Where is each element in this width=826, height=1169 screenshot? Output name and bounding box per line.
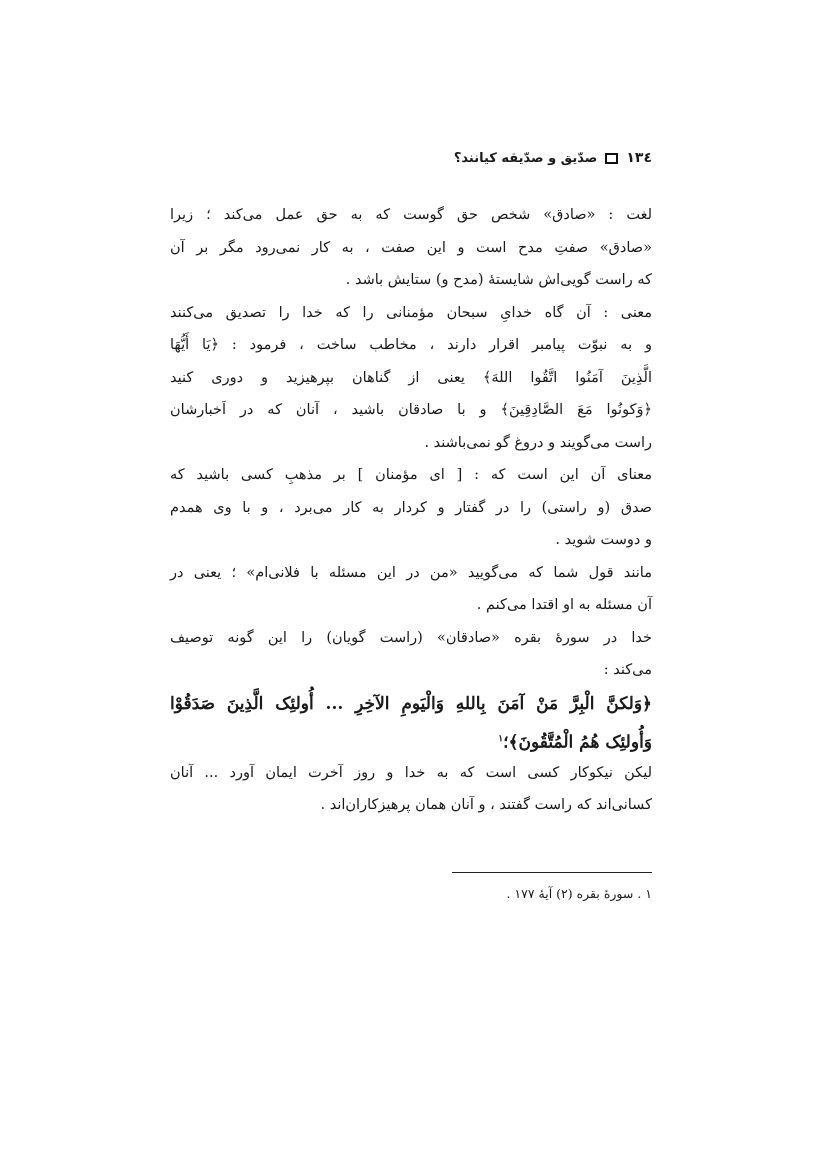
text-line: لغت : «صادق» شخص حق گوست که به حق عمل می‌کند ؛ زیرا [170, 207, 652, 223]
translation-line: لیکن نیکوکار کسی است که به خدا و روز آخرت ایمان آورد ... آنان [170, 764, 652, 781]
text-line: الَّذِینَ آمَنُوا اتَّقُوا اللهَ﴾ یعنی از گناهان بپرهیزید و دوری کنید [170, 369, 652, 386]
text-line: معنی : آن گاه خدایِ سبحان مؤمنانی را که خدا را تصدیق می‌کنند [170, 304, 652, 321]
quran-verse-line [170, 721, 652, 757]
quran-verse-line: ﴿وَلکنَّ الْبِرَّ مَنْ آمَنَ بِاللهِ وَالْیَومِ الآخِرِ ... أُولئِک الَّذِینَ صَدَقُوْا [170, 693, 652, 714]
text-line: آن مسئله به او اقتدا می‌کنم . [476, 597, 652, 613]
quran-verse-text: وَأُولئِک هُمُ الْمُتَّقُونَ﴾؛ [503, 732, 652, 753]
text-line: می‌کند : [603, 662, 652, 678]
page-header [170, 150, 652, 166]
text-line: صدق (و راستی) را در گفتار و کردار به کار می‌برد ، و با وی همدم [170, 499, 652, 516]
footnote: ١ . سورهٔ بقره (٢) آیهٔ ١٧٧ . [506, 886, 652, 901]
text-line: و دوست شوید . [555, 532, 652, 548]
page-number: ١٣٤ [626, 150, 652, 166]
footnote-divider [452, 872, 652, 873]
text-line: معنای آن این است که : [ ای مؤمنان ] بر مذهبِ کسی باشید که [170, 467, 652, 483]
text-line: «صادق» صفتِ مدح است و این صفت ، به کار نمی‌رود مگر بر آن [170, 239, 652, 256]
text-line: که راست گویی‌اش شایستهٔ (مدح و) ستایش باشد . [345, 272, 652, 288]
text-line: و به نبوّت پیامبر اقرار دارند ، مخاطب ساخت ، فرمود : ﴿یَا أَیُّهَا [170, 337, 652, 353]
text-line: راست می‌گویند و دروغ گو نمی‌باشند . [424, 434, 652, 451]
square-icon [605, 153, 618, 164]
footnote-marker: ١ [498, 733, 504, 744]
text-line: ﴿وَکونُوا مَعَ الصَّادِقِینَ﴾ و با صادقان باشید ، آنان که در اَخبارشان [170, 402, 652, 418]
running-title: صدّیق و صدّیقه کیانند؟ [453, 150, 598, 166]
main-text [170, 199, 652, 822]
text-line: خدا در سورهٔ بقره «صادقان» (راست گویان) را این گونه توصیف [170, 629, 652, 646]
text-line: مانند قول شما که می‌گویید «من در این مسئله با فلانی‌ام» ؛ یعنی در [170, 564, 652, 581]
translation-line: کسانی‌اند که راست گفتند ، و آنان همان پرهیزکاران‌اند . [320, 797, 652, 813]
